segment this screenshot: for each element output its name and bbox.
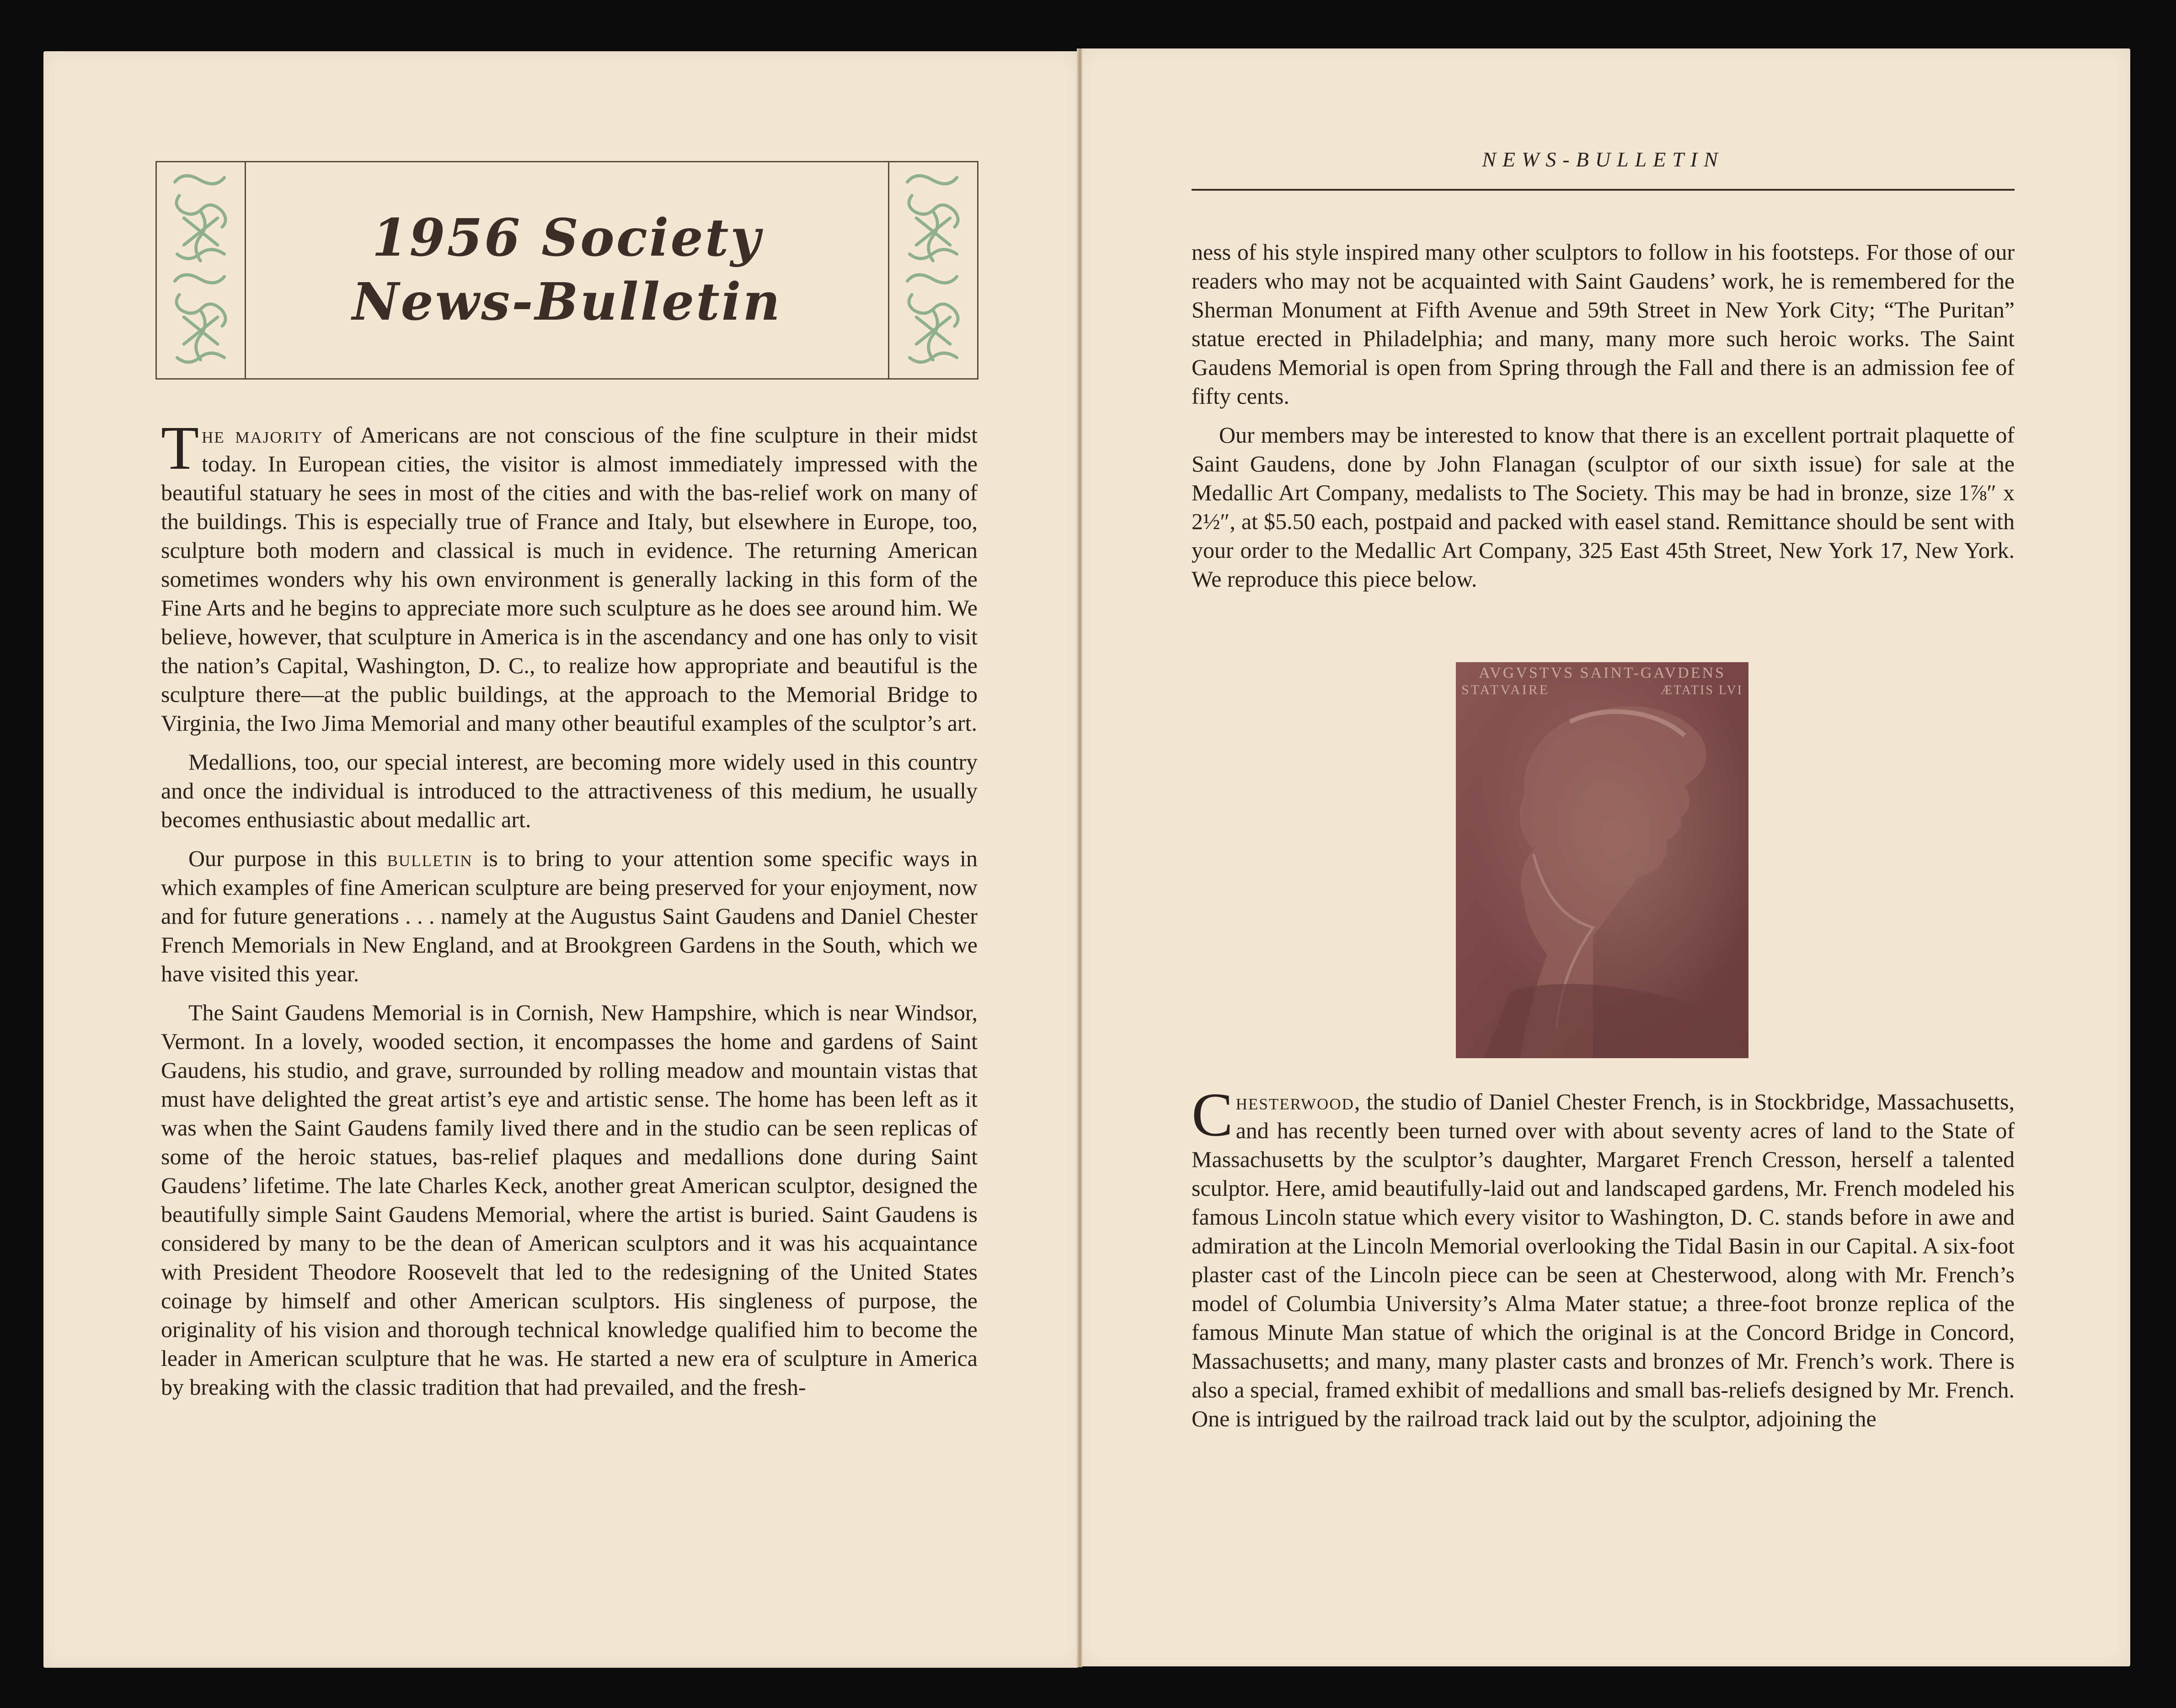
paragraph-chesterwood	[1192, 1081, 2015, 1433]
title-box	[155, 161, 978, 380]
plaquette-inscription: ÆTATIS LVI	[1661, 683, 1743, 697]
paragraph-saint-gaudens: The Saint Gaudens Memorial is in Cornish, New Hampshire, which is near Windsor, Vermont. In a lovely, wooded section, it encompasses the home and gardens of Saint Gaudens, his studio, and grave, surrounded by rolling meadow and mountain vistas that must have delighted the great artist’s eye and artistic sense. The home has been left as it was when the Saint Gaudens family lived there and in the studio can be seen replicas of some of the heroic statues, bas-relief plaques and medallions done during Saint Gaudens’ lifetime. The late Charles Keck, another great American sculptor, designed the beautifully simple Saint Gaudens Memorial, where the artist is buried. Saint Gaudens is considered by many to be the dean of American sculptors and it was his acquaintance with President Theodore Roosevelt that led to the redesigning of the United States coinage by himself and other American sculptors. His singleness of purpose, the originality of his vision and thorough technical knowledge qualified him to become the leader in American sculpture that he was. He started a new era of sculpture in America by breaking with the classic tradition that had prevailed, and the fresh-	[161, 1000, 978, 1400]
title-line-2: News-Bulletin	[352, 272, 782, 332]
drop-cap: C	[1192, 1081, 1233, 1149]
page-title	[246, 162, 888, 378]
paragraph-plaquette: Our members may be interested to know that there is an excellent portrait plaquette of Saint Gaudens, done by John Flanagan (sculptor of our sixth issue) for sale at the Medallic Art Company, medalists to The Society. This may be had in bronze, size 1⅞″ x 2½″, at $5.50 each, postpaid and packed with easel stand. Remittance should be sent with your order to the Medallic Art Company, 325 East 45th Street, New York 17, New York. We reproduce this piece below.	[1192, 422, 2015, 592]
plaquette-inscription: AVGVSTVS SAINT-GAVDENS	[1479, 664, 1726, 681]
paragraph-continued: ness of his style inspired many other sculptors to follow in his footsteps. For those of our readers who may not be acquainted with Saint Gaudens’ work, he is remembered for the Sherman Monument at Fifth Avenue and 59th Street in New York City; “The Puritan” statue erected in Philadelphia; and many, many more such heroic works. The Saint Gaudens Memorial is open from Spring through the Fall and there is an admission fee of fifty cents.	[1192, 239, 2015, 409]
paragraph-text: Our purpose in this	[188, 846, 387, 871]
paragraph-text: is to bring to your attention some specific ways in which examples of fine American sculpture are being preserved for your enjoyment, now and for future generations . . . namely at the Augustus Saint Gaudens and Daniel Chester French Memorials in New England, and at Brookgreen Gardens in the South, which we have visited this year.	[161, 846, 978, 986]
small-caps-lead: he majority	[202, 422, 324, 448]
paragraph-purpose	[161, 844, 978, 988]
running-head: NEWS-BULLETIN	[1482, 148, 1724, 171]
plaquette-inscription: STATVAIRE	[1461, 682, 1550, 697]
small-caps-lead: hesterwood	[1235, 1089, 1354, 1114]
paragraph-medallions: Medallions, too, our special interest, are becoming more widely used in this country and once the individual is introduced to the attractiveness of this medium, he usually becomes enthusiastic about medallic art.	[161, 749, 978, 832]
paragraph-text: of Americans are not conscious of the fine sculpture in their midst today. In European cities, the visitor is almost immediately impressed with the beautiful statuary he sees in most of the cities and with the bas-relief work on many of the buildings. This is especially true of France and Italy, but elsewhere in Europe, too, sculpture both modern and classical is much in evidence. The returning American sometimes wonders why his own environment is generally lacking in this form of the Fine Arts and he begins to appreciate more such sculpture as he does see around him. We believe, however, that sculpture in America is in the ascendancy and one has only to visit the nation’s Capital, Washington, D. C., to realize how appropriate and beautiful is the sculpture there—at the public buildings, at the approach to the Memorial Bridge to Virginia, the Iwo Jima Memorial and many other beautiful examples of the sculptor’s art.	[161, 422, 978, 736]
paragraph-intro	[161, 414, 978, 738]
saint-gaudens-plaquette-image	[1456, 662, 1748, 1058]
scroll-ornament-icon	[157, 162, 246, 378]
left-column-body	[161, 414, 978, 1412]
binding-gutter	[1077, 48, 1082, 1667]
small-caps-word: bulletin	[387, 846, 473, 871]
header-rule	[1192, 189, 2015, 191]
scroll-ornament-icon	[888, 162, 977, 378]
right-column-top	[1192, 238, 2015, 604]
drop-cap: T	[161, 414, 199, 482]
right-column-bottom	[1192, 1081, 2015, 1443]
title-line-1: 1956 Society	[372, 208, 762, 268]
paragraph-text: , the studio of Daniel Chester French, is in Stockbridge, Massachusetts, and has recently been turned over with about seventy acres of land to the State of Massachusetts by the sculptor’s daughter, Margaret French Cresson, herself a talented sculptor. Here, amid beautifully-laid out and landscaped gardens, Mr. French modeled his famous Lincoln statue which every visitor to Washington, D. C. stands before in awe and admiration at the Lincoln Memorial overlooking the Tidal Basin in our Capital. A six-foot plaster cast of the Lincoln piece can be seen at Chesterwood, along with Mr. French’s model of Columbia University’s Alma Mater statue; a three-foot bronze replica of the famous Minute Man statue of which the original is at the Concord Bridge in Concord, Massachusetts; and many, many plaster casts and bronzes of Mr. French’s work. There is also a special, framed exhibit of medallions and small bas-reliefs designed by Mr. French. One is intrigued by the railroad track laid out by the sculptor, adjoining the	[1192, 1089, 2015, 1431]
